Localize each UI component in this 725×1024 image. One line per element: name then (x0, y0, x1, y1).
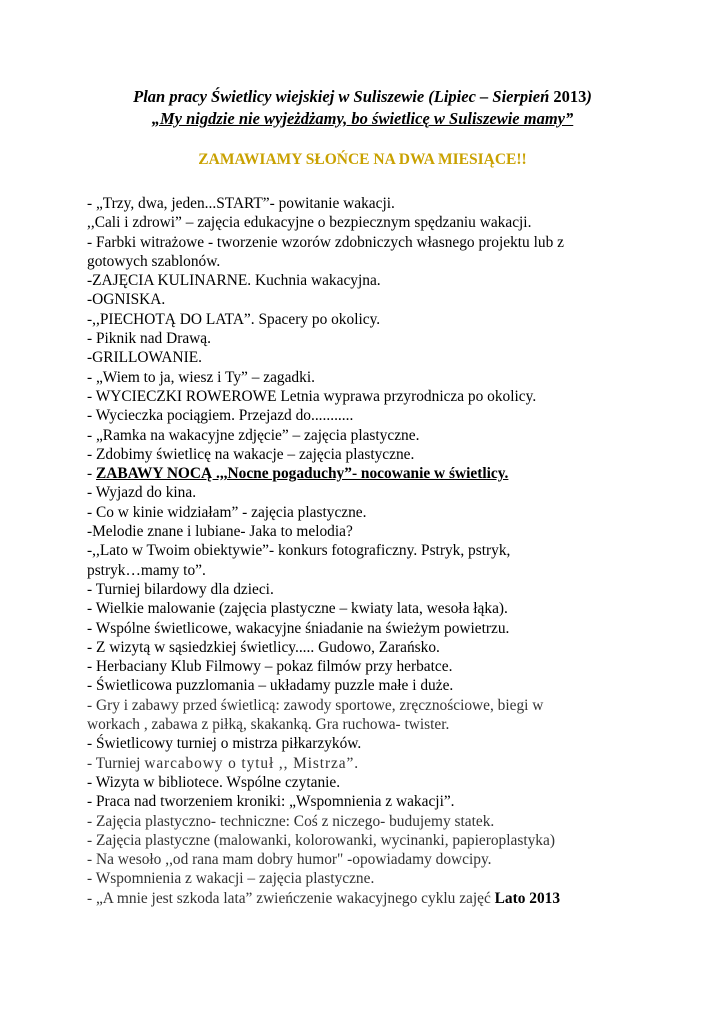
list-item: - Świetlicowy turniej o mistrza piłkarzyków. (87, 735, 362, 753)
list-item: - Wyjazd do kina. (87, 484, 197, 502)
list-item: -Melodie znane i lubiane- Jaka to melodia? (87, 523, 353, 541)
list-item: - Farbki witrażowe - tworzenie wzorów zdobniczych własnego projektu lub z (87, 233, 564, 251)
list-item: - „Trzy, dwa, jeden...START”- powitanie wakacji. (87, 195, 395, 212)
list-item: -ZAJĘCIA KULINARNE. Kuchnia wakacyjna. (87, 272, 381, 290)
list-item-continuation: workach , zabawa z piłką, skakanką. Gra ruchowa- twister. (87, 716, 450, 734)
list-item: - „Ramka na wakacyjne zdjęcie” – zajęcia plastyczne. (87, 426, 420, 444)
activity-list (87, 194, 697, 908)
list-item-continuation: pstryk…mamy to”. (87, 561, 206, 579)
list-item: ,,Cali i zdrowi” – zajęcia edukacyjne o bezpiecznym spędzaniu wakacji. (87, 214, 532, 232)
final-bold-text: Lato 2013 (494, 889, 561, 907)
list-item-continuation: gotowych szablonów. (87, 252, 221, 270)
list-item: - Z wizytą w sąsiedzkiej świetlicy..... Gudowo, Zarańsko. (87, 638, 440, 656)
list-item: - Piknik nad Drawą. (87, 330, 211, 348)
headline: ZAMAWIAMY SŁOŃCE NA DWA MIESIĄCE!! (198, 151, 527, 168)
list-dash: - (87, 465, 96, 483)
list-item: - Świetlicowa puzzlomania – układamy puzzle małe i duże. (87, 677, 454, 695)
list-item: - Wspomnienia z wakacji – zajęcia plastyczne. (87, 870, 375, 888)
document-title (40, 87, 685, 107)
list-item: - Turniej bilardowy dla dzieci. (87, 580, 274, 598)
list-item: - Wielkie malowanie (zajęcia plastyczne – kwiaty lata, wesoła łąka). (87, 600, 508, 618)
title-year: 2013 (553, 87, 587, 106)
list-item: - Herbaciany Klub Filmowy – pokaz filmów przy herbatce. (87, 658, 453, 676)
document-subtitle: „My nigdzie nie wyjeżdżamy, bo świetlicę w Suliszewie mamy” (151, 109, 574, 128)
list-item: -,,PIECHOTĄ DO LATA”. Spacery po okolicy. (87, 310, 381, 328)
list-item (87, 754, 697, 773)
list-item: - Na wesoło ,,od rana mam dobry humor" -opowiadamy dowcipy. (87, 851, 492, 869)
list-item: -,,Lato w Twoim obiektywie”- konkurs fotograficzny. Pstryk, pstryk, (87, 542, 511, 560)
list-item: - Zajęcia plastyczno- techniczne: Coś z niczego- budujemy statek. (87, 812, 495, 830)
list-text: - „A mnie jest szkoda lata” zwieńczenie wakacyjnego cyklu zajęć (87, 889, 495, 907)
list-item: - Zajęcia plastyczne (malowanki, kolorowanki, wycinanki, papieroplastyka) (87, 831, 555, 849)
list-item: - Zdobimy świetlicę na wakacje – zajęcia plastyczne. (87, 445, 415, 463)
title-close-paren: ) (586, 87, 592, 106)
title-text: Plan pracy Świetlicy wiejskiej w Suliszewie (Lipiec – Sierpień (133, 87, 554, 106)
list-text-spaced: warcabowy o tytuł ,, Mistrza”. (144, 754, 359, 772)
list-item: - WYCIECZKI ROWEROWE Letnia wyprawa przyrodnicza po okolicy. (87, 387, 537, 405)
list-item: -GRILLOWANIE. (87, 349, 202, 367)
list-item-final (87, 889, 697, 908)
list-item-highlight (87, 464, 697, 483)
list-item: - Wizyta w bibliotece. Wspólne czytanie. (87, 773, 341, 791)
list-item: - Wspólne świetlicowe, wakacyjne śniadanie na świeżym powietrzu. (87, 619, 510, 637)
list-text: - Turniej (87, 754, 145, 772)
list-item: - Wycieczka pociągiem. Przejazd do........... (87, 407, 354, 425)
list-item: - Co w kinie widziałam” - zajęcia plastyczne. (87, 503, 367, 521)
list-item: - Praca nad tworzeniem kroniki: „Wspomnienia z wakacji”. (87, 793, 455, 811)
list-item: - „Wiem to ja, wiesz i Ty” – zagadki. (87, 368, 315, 386)
list-item: - Gry i zabawy przed świetlicą: zawody sportowe, zręcznościowe, biegi w (87, 696, 544, 714)
highlight-text: ZABAWY NOCĄ .,,Nocne pogaduchy”- nocowanie w świetlicy. (95, 465, 509, 483)
list-item: -OGNISKA. (87, 291, 166, 309)
